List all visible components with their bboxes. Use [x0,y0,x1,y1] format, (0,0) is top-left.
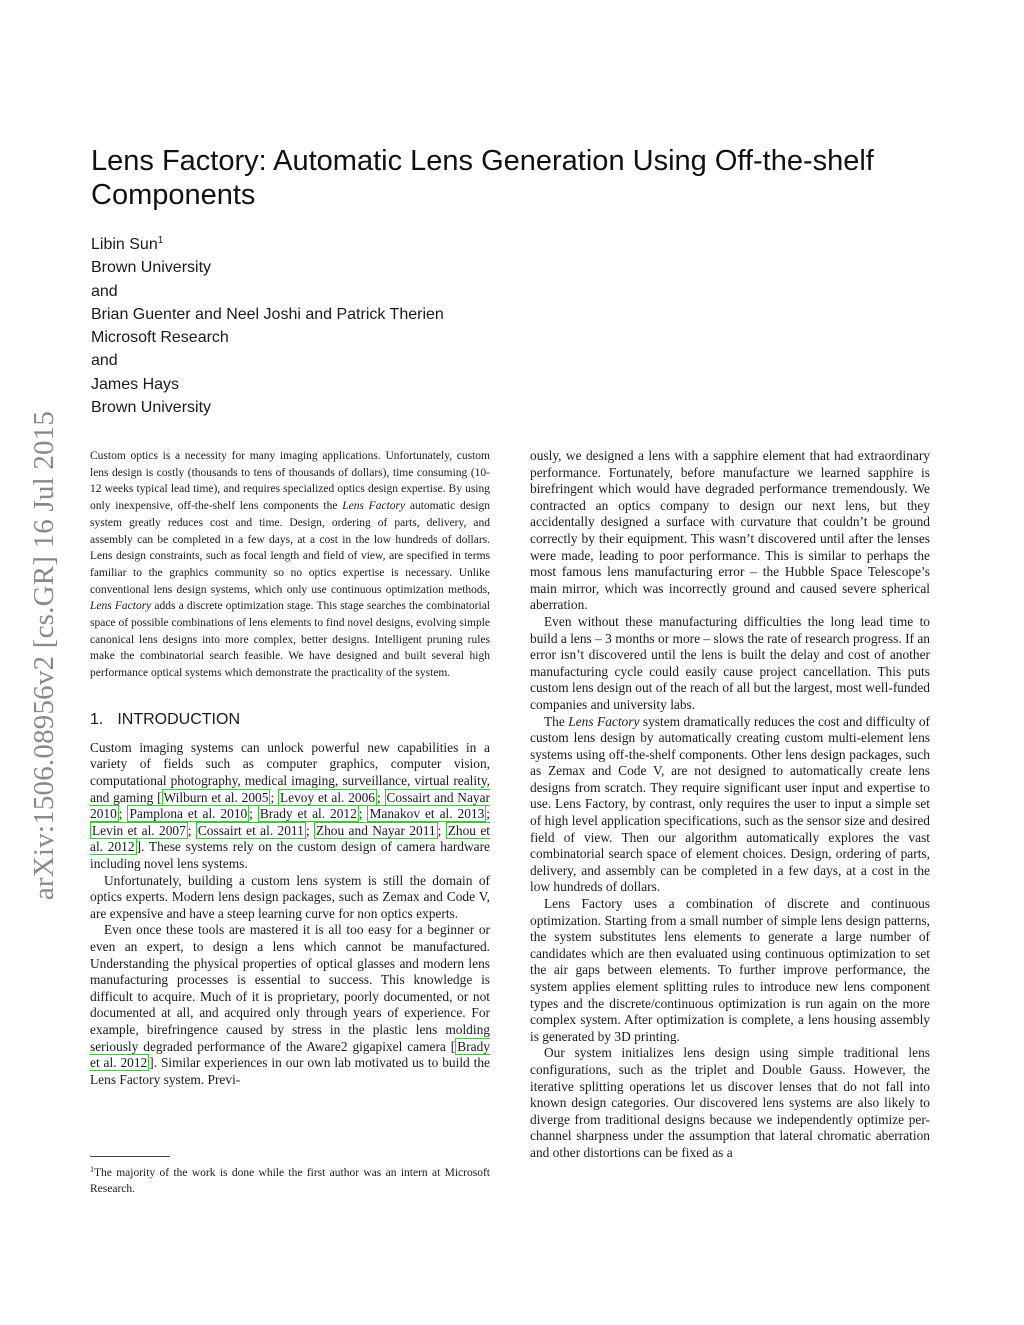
abstract-emphasis: Lens Factory [90,600,152,613]
author-conjunction: and [91,352,118,370]
citation-separator: ; [270,789,278,805]
author-conjunction: and [91,282,118,300]
citation-link[interactable]: Zhou and Nayar 2011 [315,822,436,838]
author-3-name: James Hays [91,375,180,393]
author-1-name: Libin Sun [91,236,158,253]
citation-separator: ; [187,822,196,838]
citation-link[interactable]: Wilburn et al. 2005 [163,789,269,805]
citation-separator: ; [305,822,314,838]
section-title: INTRODUCTION [117,710,240,728]
citation-link[interactable]: Pamplona et al. 2010 [129,806,248,822]
right-paragraph-1: ously, we designed a lens with a sapphire element that had extraordinary performance. Fortunately, before manufacture we learned sapphire is birefringent which would have degraded performance tremendously. We contracted an optics company to design our next lens, but they accidentally designed a surface with curvature that couldn’t be ground correctly by their equipment. This wasn’t discovered until after the lenses were made, leading to poor performance. This is similar to perhaps the most famous lens manufacturing error – the Hubble Space Telescope’s main mirror, which was incorrectly ground and caused severe spherical aberration. [530,448,930,613]
citation-link[interactable]: Brady et al. 2012 [90,1038,490,1071]
author-3-affiliation: Brown University [91,399,212,417]
abstract [90,448,490,682]
section-number: 1. [90,710,104,728]
footnote [90,1165,490,1197]
citation-link[interactable]: Levoy et al. 2006 [279,789,375,805]
citation-separator: ; [118,806,128,822]
right-paragraph-5: Our system initializes lens design using simple traditional lens configurations, such as the triplet and Double Gauss. However, the iterative splitting operations let us discover lenses that do not fall into known design categories. Our discovered lens systems are also likely to diverge from traditional designs because we independently optimize per-channel sharpness under the assumption that lateral chromatic aberration and other distortions can be fixed as a [530,1045,930,1160]
author-2-names: Brian Guenter and Neel Joshi and Patrick Therien [91,305,444,323]
footnote-divider [90,1156,170,1157]
abstract-text: adds a discrete optimization stage. This stage searches the combinatorial space of possible combinations of lens elements to find novel designs, evolving simple canonical lens designs into more complex, better designs. Intelligent pruning rules make the combinatorial search feasible. We have designed and built several high performance optical systems which demonstrate the practicality of the system. [90,600,490,680]
right-paragraph-4: Lens Factory uses a combination of discrete and continuous optimization. Starting from a small number of simple lens design patterns, the system substitutes lens elements to generate a large number of candidates which are then evaluated using continuous optimization to set the air gaps between elements. To further improve performance, the system applies element splitting rules to introduce new lens component types and the discrete/continuous optimization is run again on the more complex system. After optimization is complete, a lens housing assembly is generated by 3D printing. [530,896,930,1044]
intro-paragraph-2: Unfortunately, building a custom lens system is still the domain of optics experts. Modern lens design packages, such as Zemax and Code V, are expensive and have a steep learning curve for non optics experts. [90,872,490,921]
citation-separator: ; [249,806,258,822]
intro-paragraph-1 [90,740,490,873]
right-column [530,448,930,1162]
footnote-mark: 1 [90,1165,94,1174]
paragraph-text: system dramatically reduces the cost and difficulty of custom lens design by automatically creating custom multi-element lens systems using off-the-shelf components. Other lens design packages, such as Zemax and Code V, are not designed to automatically create lens designs from scratch. They require significant user input and expertise to use. Lens Factory, by contrast, only requires the user to input a simple set of high level application specifications, such as the sensor size and desired field of view. Then our algorithm automatically explores the vast combinatorial search space of element choices. Design, ordering of parts, delivery, and assembly can be completed in a few days, at a cost in the low hundreds of dollars. [530,713,930,895]
paper-title: Lens Factory: Automatic Lens Generation Using Off-the-shelf Components [91,145,874,211]
paragraph-text: Custom imaging systems can unlock powerful new capabilities in a variety of fields such as computer graphics, computer vision, computational photography, medical imaging, surveillance, virtual reality, and gaming [ [90,739,490,805]
paragraph-text: ]. These systems rely on the custom design of camera hardware including novel lens systems. [90,839,490,871]
footnote-text: The majority of the work is done while the first author was an intern at Microsoft Research. [90,1167,490,1195]
section-heading-introduction [90,710,490,730]
citation-link[interactable]: Zhou et al. 2012 [90,822,490,855]
abstract-text: Custom optics is a necessity for many imaging applications. Unfortunately, custom lens design is costly (thousands to tens of thousands of dollars), time consuming (10-12 weeks typical lead time), and requires specialized optics design expertise. By using only inexpensive, off-the-shelf lens components the [90,450,490,513]
intro-paragraph-3 [90,922,490,1088]
paragraph-text: ]. Similar experiences in our own lab motivated us to build the Lens Factory system. Previ- [90,1055,491,1087]
citation-link[interactable]: Levin et al. 2007 [92,822,186,838]
author-1-affiliation: Brown University [91,259,212,277]
arxiv-identifier-stamp [28,365,62,945]
citation-link[interactable]: Cossairt and Nayar 2010 [90,789,491,822]
right-paragraph-3 [530,714,930,897]
paragraph-text: The [544,713,569,729]
arxiv-id-text: arXiv:1506.08956v2 [cs.GR] 16 Jul 2015 [28,410,61,900]
citation-link[interactable]: Manakov et al. 2013 [369,806,485,822]
abstract-emphasis: Lens Factory [342,500,406,513]
left-column [90,448,490,1088]
footnote-area [90,1156,490,1197]
citation-link[interactable]: Cossairt et al. 2011 [197,822,304,838]
author-1 [91,233,691,256]
citation-separator: ; [376,789,385,805]
author-block [91,233,691,419]
citation-link[interactable]: Brady et al. 2012 [259,806,357,822]
right-paragraph-2: Even without these manufacturing difficulties the long lead time to build a lens – 3 months or more – slows the rate of research progress. If an error isn’t discovered until the lens is built the delay and cost of another manufacturing cycle could easily cause project cancellation. This puts custom lens design out of the reach of all but the largest, most well-funded companies and university labs. [530,613,930,712]
paragraph-text: Even once these tools are mastered it is all too easy for a beginner or even an expert, to design a lens which cannot be manufactured. Understanding the physical properties of optical glasses and modern lens manufacturing processes is essential to success. This knowledge is difficult to acquire. Much of it is proprietary, poorly documented, or not documented at all, and acquired only through years of experience. For example, birefringence caused by stress in the plastic lens molding seriously degraded performance of the Aware2 gigapixel camera [ [90,922,490,1054]
abstract-text: automatic design system greatly reduces cost and time. Design, ordering of parts, delivery, and assembly can be completed in a few days, at a cost in the low hundreds of dollars. Lens design constraints, such as focal length and field of view, are specified in terms familiar to the graphics community so no optics expertise is necessary. Unlike conventional lens design systems, which only use continuous optimization methods, [90,500,490,596]
citation-separator: ; [437,822,446,838]
citation-separator: ; [358,806,368,822]
author-1-footnote-mark[interactable]: 1 [157,235,164,246]
emphasis-text: Lens Factory [568,713,640,729]
author-2-affiliation: Microsoft Research [91,329,229,347]
citation-separator: ; [486,806,491,822]
